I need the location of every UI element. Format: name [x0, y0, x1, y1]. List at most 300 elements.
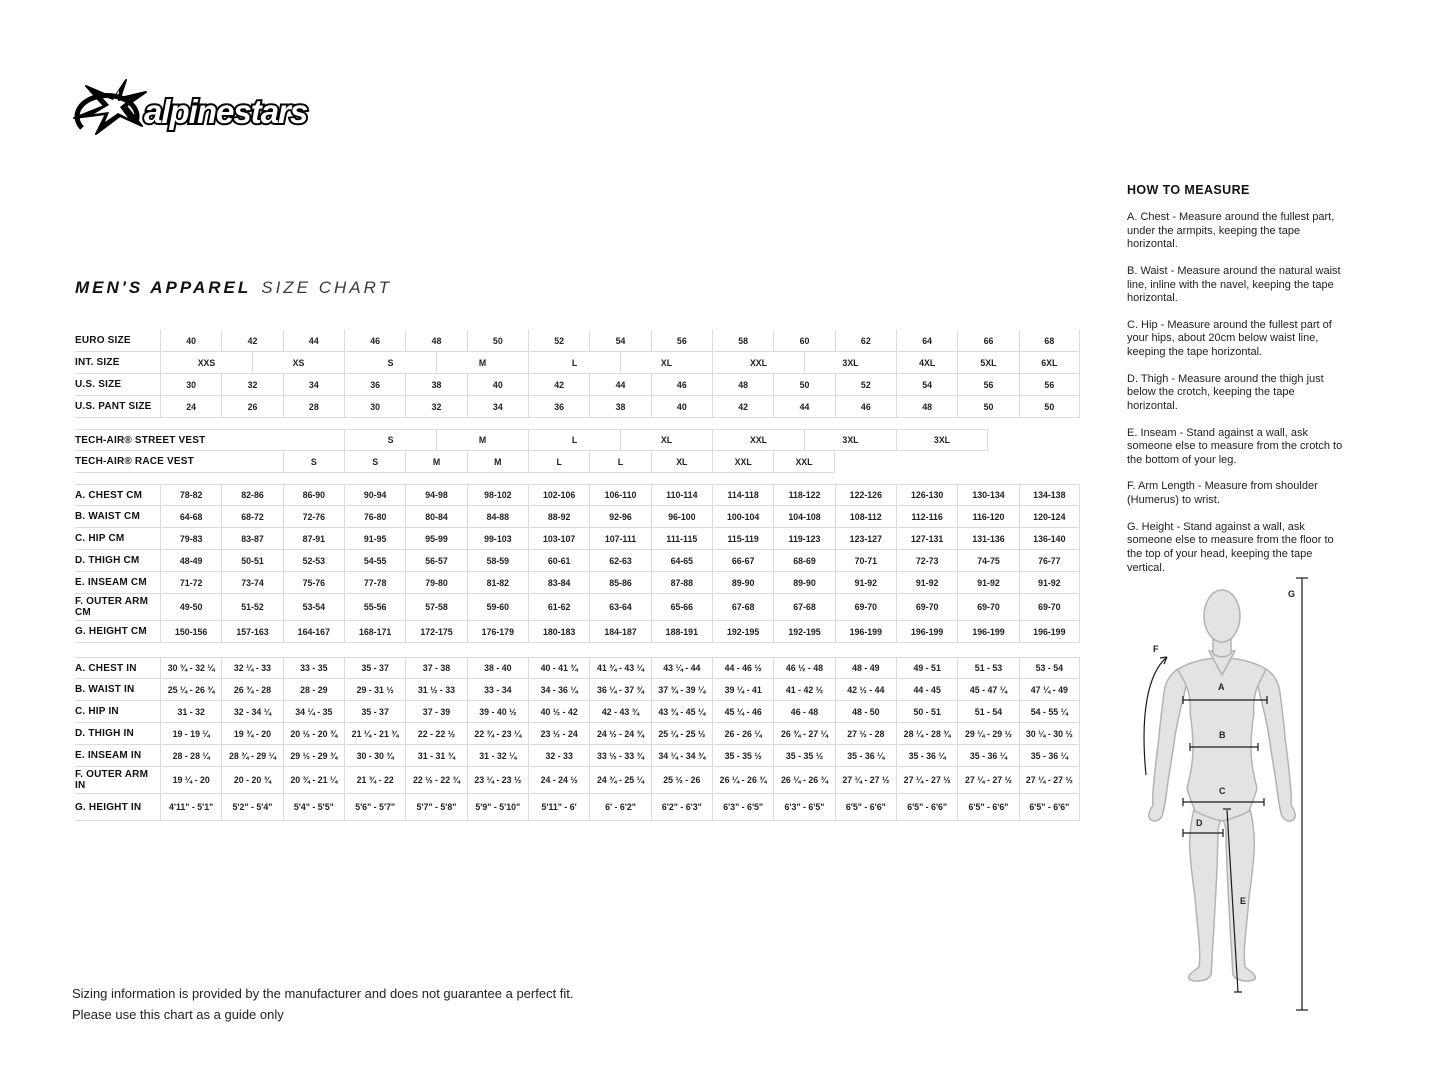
size-cell: 96-100 — [651, 506, 712, 528]
size-cell: 30 ¼ - 30 ½ — [1019, 723, 1080, 745]
table-group-sizes — [75, 330, 1080, 418]
logo-wordmark: alpinestars — [144, 93, 308, 130]
size-cell: 196-199 — [957, 621, 1018, 643]
measure-instruction: F. Arm Length - Measure from shoulder (Humerus) to wrist. — [1127, 480, 1318, 506]
size-cell: 79-83 — [160, 528, 221, 550]
size-cell: 45 - 47 ¼ — [957, 679, 1018, 701]
size-cell: XXL — [712, 429, 804, 451]
size-cell: 28 - 28 ¼ — [160, 745, 221, 767]
size-cell: 38 - 40 — [467, 657, 528, 679]
size-cell: 22 ½ - 22 ¾ — [405, 767, 466, 794]
height-measure-line — [1296, 578, 1308, 1010]
size-cell: 37 ¾ - 39 ¼ — [651, 679, 712, 701]
size-cell: 31 - 31 ¾ — [405, 745, 466, 767]
size-cell: 26 — [221, 396, 282, 418]
size-cell: 69-70 — [896, 594, 957, 621]
size-cell: 83-87 — [221, 528, 282, 550]
table-row — [75, 506, 1080, 528]
size-cell: 6'5" - 6'6" — [1019, 794, 1080, 821]
size-cell: 54 — [896, 374, 957, 396]
size-cell: 98-102 — [467, 484, 528, 506]
size-cell: L — [528, 451, 589, 473]
size-cell: 35 - 35 ½ — [773, 745, 834, 767]
size-cell: XXL — [712, 352, 804, 374]
size-cell: 46 — [651, 374, 712, 396]
size-cell: 67-68 — [712, 594, 773, 621]
size-cell: 45 ¼ - 46 — [712, 701, 773, 723]
size-cell: 21 ¼ - 21 ¾ — [344, 723, 405, 745]
diagram-label-chest: A — [1218, 682, 1225, 692]
disclaimer — [72, 984, 574, 1026]
size-cell: 31 - 32 ¼ — [467, 745, 528, 767]
size-cell: 6'5" - 6'6" — [835, 794, 896, 821]
size-cell: 4XL — [896, 352, 957, 374]
table-group-in — [75, 657, 1080, 821]
table-group-tech-air — [75, 429, 1080, 473]
table-row — [75, 701, 1080, 723]
size-cell: 90-94 — [344, 484, 405, 506]
how-to-measure-panel — [1127, 183, 1343, 588]
size-cell: 64 — [896, 330, 957, 352]
size-cell: 126-130 — [896, 484, 957, 506]
row-label: EURO SIZE — [75, 330, 160, 352]
size-cell: 95-99 — [405, 528, 466, 550]
size-cell: 115-119 — [712, 528, 773, 550]
size-cell: 48 - 50 — [835, 701, 896, 723]
size-cell: 89-90 — [712, 572, 773, 594]
size-cell: 27 ¼ - 27 ½ — [835, 767, 896, 794]
size-cell: 36 — [344, 374, 405, 396]
size-cell: 43 ¾ - 45 ¼ — [651, 701, 712, 723]
size-cell: 172-175 — [405, 621, 466, 643]
size-cell: 116-120 — [957, 506, 1018, 528]
size-cell: 83-84 — [528, 572, 589, 594]
size-cell: 34 - 36 ¼ — [528, 679, 589, 701]
size-cell: M — [405, 451, 466, 473]
size-cell: 40 - 41 ¾ — [528, 657, 589, 679]
size-cell: 6'3" - 6'5" — [773, 794, 834, 821]
size-cell: 62-63 — [589, 550, 650, 572]
size-cell: 76-77 — [1019, 550, 1080, 572]
size-cell: 22 - 22 ½ — [405, 723, 466, 745]
size-cell: 28 - 29 — [283, 679, 344, 701]
size-cell: 24 ¾ - 25 ¼ — [589, 767, 650, 794]
size-cell: 39 - 40 ½ — [467, 701, 528, 723]
size-cell: 34 ¼ - 35 — [283, 701, 344, 723]
size-cell: 50 - 51 — [896, 701, 957, 723]
size-cell: 46 - 48 — [773, 701, 834, 723]
diagram-label-arm: F — [1153, 644, 1159, 654]
size-cell: 62 — [835, 330, 896, 352]
diagram-label-waist: B — [1219, 730, 1226, 740]
size-cell: 157-163 — [221, 621, 282, 643]
size-cell: 80-84 — [405, 506, 466, 528]
size-cell: 65-66 — [651, 594, 712, 621]
size-cell: 94-98 — [405, 484, 466, 506]
size-cell: 68-69 — [773, 550, 834, 572]
size-cell: 66-67 — [712, 550, 773, 572]
size-cell: 56-57 — [405, 550, 466, 572]
size-cell: XXL — [712, 451, 773, 473]
size-cell: 50 — [467, 330, 528, 352]
size-cell: 122-126 — [835, 484, 896, 506]
size-cell: 110-114 — [651, 484, 712, 506]
size-cell: 35 - 36 ¼ — [896, 745, 957, 767]
size-cell: 49-50 — [160, 594, 221, 621]
size-cell: 5'9" - 5'10" — [467, 794, 528, 821]
table-group-cm — [75, 484, 1080, 643]
size-cell: 46 — [835, 396, 896, 418]
table-row — [75, 396, 1080, 418]
row-label: F. OUTER ARM CM — [75, 594, 160, 621]
size-cell: 58 — [712, 330, 773, 352]
table-row — [75, 374, 1080, 396]
size-cell: 38 — [405, 374, 466, 396]
size-cell: 38 — [589, 396, 650, 418]
size-cell: 32 ¼ - 33 — [221, 657, 282, 679]
size-cell: 26 ¼ - 26 ¾ — [712, 767, 773, 794]
size-cell: 118-122 — [773, 484, 834, 506]
table-row — [75, 429, 1080, 451]
size-cell: XL — [620, 429, 712, 451]
table-row — [75, 767, 1080, 794]
size-cell: 48-49 — [160, 550, 221, 572]
size-cell: S — [344, 429, 436, 451]
size-cell: 46 — [344, 330, 405, 352]
size-cell: 31 - 32 — [160, 701, 221, 723]
size-cell: 5'11" - 6' — [528, 794, 589, 821]
size-cell: 192-195 — [773, 621, 834, 643]
alpinestars-star-icon — [74, 80, 146, 134]
size-cell: 86-90 — [283, 484, 344, 506]
size-cell: 31 ½ - 33 — [405, 679, 466, 701]
size-cell: 26 ¾ - 28 — [221, 679, 282, 701]
size-cell: 192-195 — [712, 621, 773, 643]
size-cell: L — [528, 352, 620, 374]
size-cell: 20 ½ - 20 ¾ — [283, 723, 344, 745]
size-cell: 78-82 — [160, 484, 221, 506]
size-cell: 150-156 — [160, 621, 221, 643]
size-cell: 42 — [712, 396, 773, 418]
size-cell: 108-112 — [835, 506, 896, 528]
size-cell: 26 ¾ - 27 ¼ — [773, 723, 834, 745]
size-cell: 52-53 — [283, 550, 344, 572]
size-cell: 24 ½ - 24 ¾ — [589, 723, 650, 745]
row-filler — [835, 451, 1080, 473]
measure-instruction: A. Chest - Measure around the fullest part, under the armpits, keeping the tape horizontal. — [1127, 211, 1335, 251]
page-title — [75, 278, 392, 298]
body-measurement-diagram — [1128, 563, 1328, 1018]
size-cell: 6'5" - 6'6" — [896, 794, 957, 821]
row-label: C. HIP IN — [75, 701, 160, 723]
size-cell: 114-118 — [712, 484, 773, 506]
size-cell: 69-70 — [957, 594, 1018, 621]
row-label: D. THIGH IN — [75, 723, 160, 745]
table-row — [75, 528, 1080, 550]
size-cell: 3XL — [804, 352, 896, 374]
size-cell: 58-59 — [467, 550, 528, 572]
size-cell: XXL — [773, 451, 834, 473]
size-cell: 44 — [283, 330, 344, 352]
size-cell: 89-90 — [773, 572, 834, 594]
size-cell: XS — [252, 352, 344, 374]
row-label: G. HEIGHT IN — [75, 794, 160, 821]
size-cell: 24 — [160, 396, 221, 418]
size-cell: 27 ¼ - 27 ½ — [1019, 767, 1080, 794]
size-cell: 4'11" - 5'1" — [160, 794, 221, 821]
size-cell: 75-76 — [283, 572, 344, 594]
table-row — [75, 621, 1080, 643]
size-cell: 44 — [773, 396, 834, 418]
size-cell: 28 ¼ - 28 ¾ — [896, 723, 957, 745]
size-cell: 100-104 — [712, 506, 773, 528]
row-label: U.S. PANT SIZE — [75, 396, 160, 418]
size-cell: 91-92 — [896, 572, 957, 594]
size-cell: 136-140 — [1019, 528, 1080, 550]
size-cell: 25 ½ - 26 — [651, 767, 712, 794]
size-cell: M — [436, 352, 528, 374]
row-label: E. INSEAM IN — [75, 745, 160, 767]
size-cell: 106-110 — [589, 484, 650, 506]
diagram-label-inseam: E — [1240, 896, 1247, 906]
size-cell: 69-70 — [1019, 594, 1080, 621]
size-cell: 35 - 36 ¼ — [1019, 745, 1080, 767]
size-cell: 41 - 42 ½ — [773, 679, 834, 701]
size-cell: 99-103 — [467, 528, 528, 550]
size-cell: 43 ¼ - 44 — [651, 657, 712, 679]
row-label: E. INSEAM CM — [75, 572, 160, 594]
size-cell: 30 - 30 ¾ — [344, 745, 405, 767]
size-cell: 63-64 — [589, 594, 650, 621]
size-cell: 6' - 6'2" — [589, 794, 650, 821]
diagram-label-thigh: D — [1196, 818, 1203, 828]
size-cell: 168-171 — [344, 621, 405, 643]
size-cell: 35 - 35 ½ — [712, 745, 773, 767]
size-cell: 51 - 53 — [957, 657, 1018, 679]
size-cell: 48 — [896, 396, 957, 418]
page-title-main: MEN'S APPAREL — [75, 278, 252, 297]
size-cell: 42 - 43 ¾ — [589, 701, 650, 723]
how-to-measure-title: HOW TO MEASURE — [1127, 183, 1250, 197]
size-cell: 53-54 — [283, 594, 344, 621]
size-cell: 40 ½ - 42 — [528, 701, 589, 723]
size-cell: 81-82 — [467, 572, 528, 594]
size-cell: 50 — [957, 396, 1018, 418]
size-cell: 35 - 36 ¼ — [957, 745, 1018, 767]
size-cell: S — [344, 451, 405, 473]
size-cell: S — [283, 451, 344, 473]
size-cell: M — [436, 429, 528, 451]
size-cell: 88-92 — [528, 506, 589, 528]
size-cell: 32 - 33 — [528, 745, 589, 767]
size-cell: 27 ¼ - 27 ½ — [896, 767, 957, 794]
size-cell: 91-92 — [835, 572, 896, 594]
diagram-label-hip: C — [1219, 786, 1226, 796]
size-cell: 33 ½ - 33 ¾ — [589, 745, 650, 767]
size-cell: 49 - 51 — [896, 657, 957, 679]
row-label: INT. SIZE — [75, 352, 160, 374]
size-cell: 35 - 36 ¼ — [835, 745, 896, 767]
size-cell: 54-55 — [344, 550, 405, 572]
table-row — [75, 657, 1080, 679]
size-cell: 21 ¾ - 22 — [344, 767, 405, 794]
size-cell: 134-138 — [1019, 484, 1080, 506]
size-cell: 67-68 — [773, 594, 834, 621]
size-cell: 127-131 — [896, 528, 957, 550]
size-cell: 44 - 46 ½ — [712, 657, 773, 679]
size-cell: XL — [620, 352, 712, 374]
size-cell: 66 — [957, 330, 1018, 352]
size-cell: 52 — [835, 374, 896, 396]
size-cell: 74-75 — [957, 550, 1018, 572]
size-cell: 32 — [221, 374, 282, 396]
row-label: B. WAIST IN — [75, 679, 160, 701]
size-cell: 91-92 — [1019, 572, 1080, 594]
size-cell: 54 - 55 ¼ — [1019, 701, 1080, 723]
size-cell: XL — [651, 451, 712, 473]
size-cell: 48 — [405, 330, 466, 352]
row-label: A. CHEST CM — [75, 484, 160, 506]
size-cell: 77-78 — [344, 572, 405, 594]
size-cell: 19 ¾ - 20 — [221, 723, 282, 745]
size-cell: 68-72 — [221, 506, 282, 528]
size-cell: 5'2" - 5'4" — [221, 794, 282, 821]
row-label: C. HIP CM — [75, 528, 160, 550]
size-cell: 87-91 — [283, 528, 344, 550]
size-cell: 47 ¼ - 49 — [1019, 679, 1080, 701]
size-cell: 70-71 — [835, 550, 896, 572]
size-cell: 54 — [589, 330, 650, 352]
measure-instruction: D. Thigh - Measure around the thigh just below the crotch, keeping the tape horizontal. — [1127, 372, 1324, 412]
size-cell: M — [467, 451, 528, 473]
table-row — [75, 745, 1080, 767]
size-cell: 64-65 — [651, 550, 712, 572]
size-cell: 48 — [712, 374, 773, 396]
size-cell: 34 — [283, 374, 344, 396]
table-row — [75, 572, 1080, 594]
size-cell: 87-88 — [651, 572, 712, 594]
size-cell: 71-72 — [160, 572, 221, 594]
disclaimer-line: Sizing information is provided by the manufacturer and does not guarantee a perfect fit. — [72, 986, 574, 1001]
size-cell: 3XL — [804, 429, 896, 451]
size-cell: 188-191 — [651, 621, 712, 643]
size-cell: 33 - 35 — [283, 657, 344, 679]
size-cell: 85-86 — [589, 572, 650, 594]
row-label: TECH-AIR® RACE VEST — [75, 451, 160, 473]
measure-instruction: G. Height - Stand against a wall, ask someone else to measure from the floor to the top of your head, keeping the tape vertical. — [1127, 520, 1334, 574]
size-cell: 25 ¼ - 25 ½ — [651, 723, 712, 745]
size-cell: 56 — [957, 374, 1018, 396]
size-cell: 27 ½ - 28 — [835, 723, 896, 745]
size-cell: 50 — [1019, 396, 1080, 418]
size-cell: 196-199 — [1019, 621, 1080, 643]
table-row — [75, 594, 1080, 621]
measure-instruction: E. Inseam - Stand against a wall, ask someone else to measure from the crotch to the bottom of your leg. — [1127, 426, 1343, 466]
size-cell: 37 - 39 — [405, 701, 466, 723]
size-cell: 24 - 24 ½ — [528, 767, 589, 794]
size-cell: 68 — [1019, 330, 1080, 352]
size-cell: XXS — [160, 352, 252, 374]
size-cell: 82-86 — [221, 484, 282, 506]
disclaimer-line: Please use this chart as a guide only — [72, 1006, 284, 1022]
size-cell: 76-80 — [344, 506, 405, 528]
size-cell: 25 ¼ - 26 ¾ — [160, 679, 221, 701]
table-row — [75, 723, 1080, 745]
size-cell: S — [344, 352, 436, 374]
size-cell: 184-187 — [589, 621, 650, 643]
size-cell: 180-183 — [528, 621, 589, 643]
size-cell: 30 — [344, 396, 405, 418]
row-label: G. HEIGHT CM — [75, 621, 160, 643]
size-cell: 42 ½ - 44 — [835, 679, 896, 701]
size-cell: 79-80 — [405, 572, 466, 594]
size-cell: 72-76 — [283, 506, 344, 528]
size-cell: L — [589, 451, 650, 473]
measure-instruction: C. Hip - Measure around the fullest part of your hips, about 20cm below waist line, keeping the tape horizontal. — [1127, 318, 1332, 358]
size-cell: 91-95 — [344, 528, 405, 550]
size-cell: 120-124 — [1019, 506, 1080, 528]
size-cell: 20 - 20 ¾ — [221, 767, 282, 794]
size-cell: 92-96 — [589, 506, 650, 528]
size-chart-table — [75, 330, 1080, 832]
size-cell: 36 ¼ - 37 ¾ — [589, 679, 650, 701]
size-cell: 73-74 — [221, 572, 282, 594]
size-cell: 5'6" - 5'7" — [344, 794, 405, 821]
size-cell: 44 - 45 — [896, 679, 957, 701]
size-cell: 41 ¾ - 43 ¼ — [589, 657, 650, 679]
size-cell: 56 — [651, 330, 712, 352]
size-cell: 33 - 34 — [467, 679, 528, 701]
table-row — [75, 550, 1080, 572]
size-cell: 164-167 — [283, 621, 344, 643]
alpinestars-logo — [70, 78, 335, 140]
size-cell: 130-134 — [957, 484, 1018, 506]
size-cell: 53 - 54 — [1019, 657, 1080, 679]
size-cell: 111-115 — [651, 528, 712, 550]
size-cell: 20 ¾ - 21 ¼ — [283, 767, 344, 794]
size-cell: 60 — [773, 330, 834, 352]
size-cell: 6'2" - 6'3" — [651, 794, 712, 821]
size-cell: 40 — [651, 396, 712, 418]
size-cell: 39 ¼ - 41 — [712, 679, 773, 701]
page-title-sub: SIZE CHART — [261, 278, 392, 297]
size-cell: 29 ½ - 29 ¾ — [283, 745, 344, 767]
size-cell: 40 — [467, 374, 528, 396]
size-cell: 34 ¼ - 34 ¾ — [651, 745, 712, 767]
row-label: U.S. SIZE — [75, 374, 160, 396]
size-cell: 91-92 — [957, 572, 1018, 594]
size-cell: 30 ¾ - 32 ¼ — [160, 657, 221, 679]
size-cell: 112-116 — [896, 506, 957, 528]
size-cell: 27 ¼ - 27 ½ — [957, 767, 1018, 794]
size-cell: 28 ¾ - 29 ¼ — [221, 745, 282, 767]
size-cell: 69-70 — [835, 594, 896, 621]
row-label: TECH-AIR® STREET VEST — [75, 429, 160, 451]
size-cell: 104-108 — [773, 506, 834, 528]
size-cell: 26 - 26 ¼ — [712, 723, 773, 745]
size-cell: 119-123 — [773, 528, 834, 550]
size-cell: 29 - 31 ½ — [344, 679, 405, 701]
size-cell: 102-106 — [528, 484, 589, 506]
size-cell: 22 ¾ - 23 ¼ — [467, 723, 528, 745]
size-cell: 50-51 — [221, 550, 282, 572]
size-cell: 28 — [283, 396, 344, 418]
size-cell: 5'4" - 5'5" — [283, 794, 344, 821]
size-cell: 30 — [160, 374, 221, 396]
size-cell: 176-179 — [467, 621, 528, 643]
size-cell: 42 — [528, 374, 589, 396]
row-label: A. CHEST IN — [75, 657, 160, 679]
